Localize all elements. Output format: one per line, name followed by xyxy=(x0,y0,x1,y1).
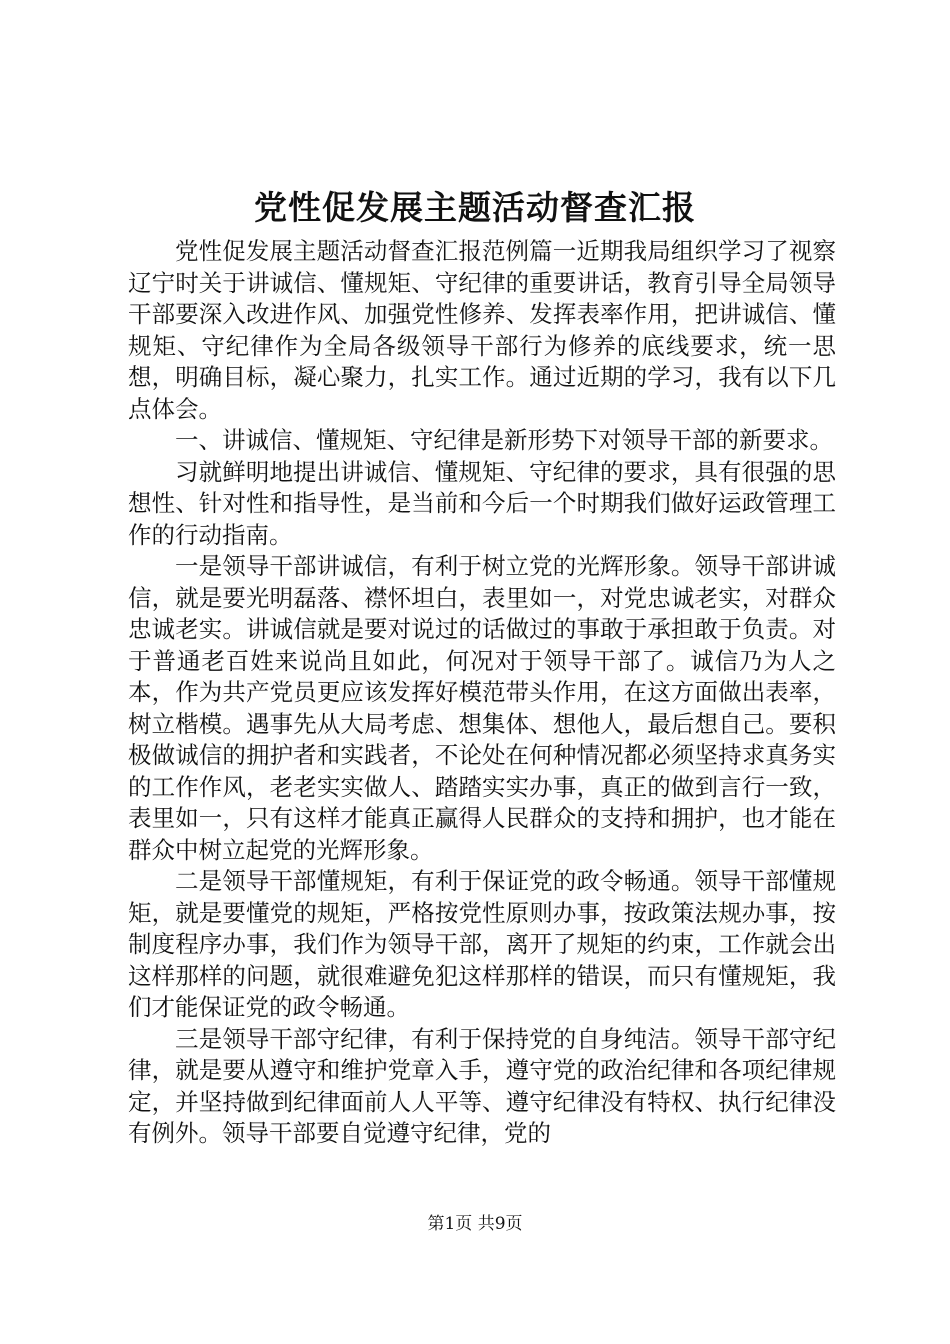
paragraph: 党性促发展主题活动督查汇报范例篇一近期我局组织学习了视察辽宁时关于讲诚信、懂规矩、守纪律的重要讲话，教育引导全局领导干部要深入改进作风、加强党性修养、发挥表率作用，把讲诚信、懂规矩、守纪律作为全局各级领导干部行为修养的底线要求，统一思想，明确目标，凝心聚力，扎实工作。通过近期的学习，我有以下几点体会。 xyxy=(128,237,836,423)
paragraph: 三是领导干部守纪律，有利于保持党的自身纯洁。领导干部守纪律，就是要从遵守和维护党章入手，遵守党的政治纪律和各项纪律规定，并坚持做到纪律面前人人平等、遵守纪律没有特权、执行纪律没有例外。领导干部要自觉遵守纪律，党的 xyxy=(128,1024,836,1147)
document-title: 党性促发展主题活动督查汇报 xyxy=(254,188,696,227)
page-number-footer: 第1页 共9页 xyxy=(427,1214,523,1234)
paragraph: 一、讲诚信、懂规矩、守纪律是新形势下对领导干部的新要求。 xyxy=(175,426,833,454)
paragraph: 二是领导干部懂规矩，有利于保证党的政令畅通。领导干部懂规矩，就是要懂党的规矩，严格按党性原则办事，按政策法规办事，按制度程序办事，我们作为领导干部，离开了规矩的约束，工作就会出这样那样的问题，就很难避免犯这样那样的错误，而只有懂规矩，我们才能保证党的政令畅通。 xyxy=(128,867,836,1021)
paragraph: 一是领导干部讲诚信，有利于树立党的光辉形象。领导干部讲诚信，就是要光明磊落、襟怀坦白，表里如一，对党忠诚老实，对群众忠诚老实。讲诚信就是要对说过的话做过的事敢于承担敢于负责。对于普通老百姓来说尚且如此，何况对于领导干部了。诚信乃为人之本，作为共产党员更应该发挥好模范带头作用，在这方面做出表率，树立楷模。遇事先从大局考虑、想集体、想他人，最后想自己。要积极做诚信的拥护者和实践者，不论处在何种情况都必须坚持求真务实的工作作风，老老实实做人、踏踏实实办事，真正的做到言行一致，表里如一，只有这样才能真正赢得人民群众的支持和拥护，也才能在群众中树立起党的光辉形象。 xyxy=(128,552,836,864)
paragraph: 习就鲜明地提出讲诚信、懂规矩、守纪律的要求，具有很强的思想性、针对性和指导性，是当前和今后一个时期我们做好运政管理工作的行动指南。 xyxy=(128,457,836,549)
document-body xyxy=(128,236,836,1150)
